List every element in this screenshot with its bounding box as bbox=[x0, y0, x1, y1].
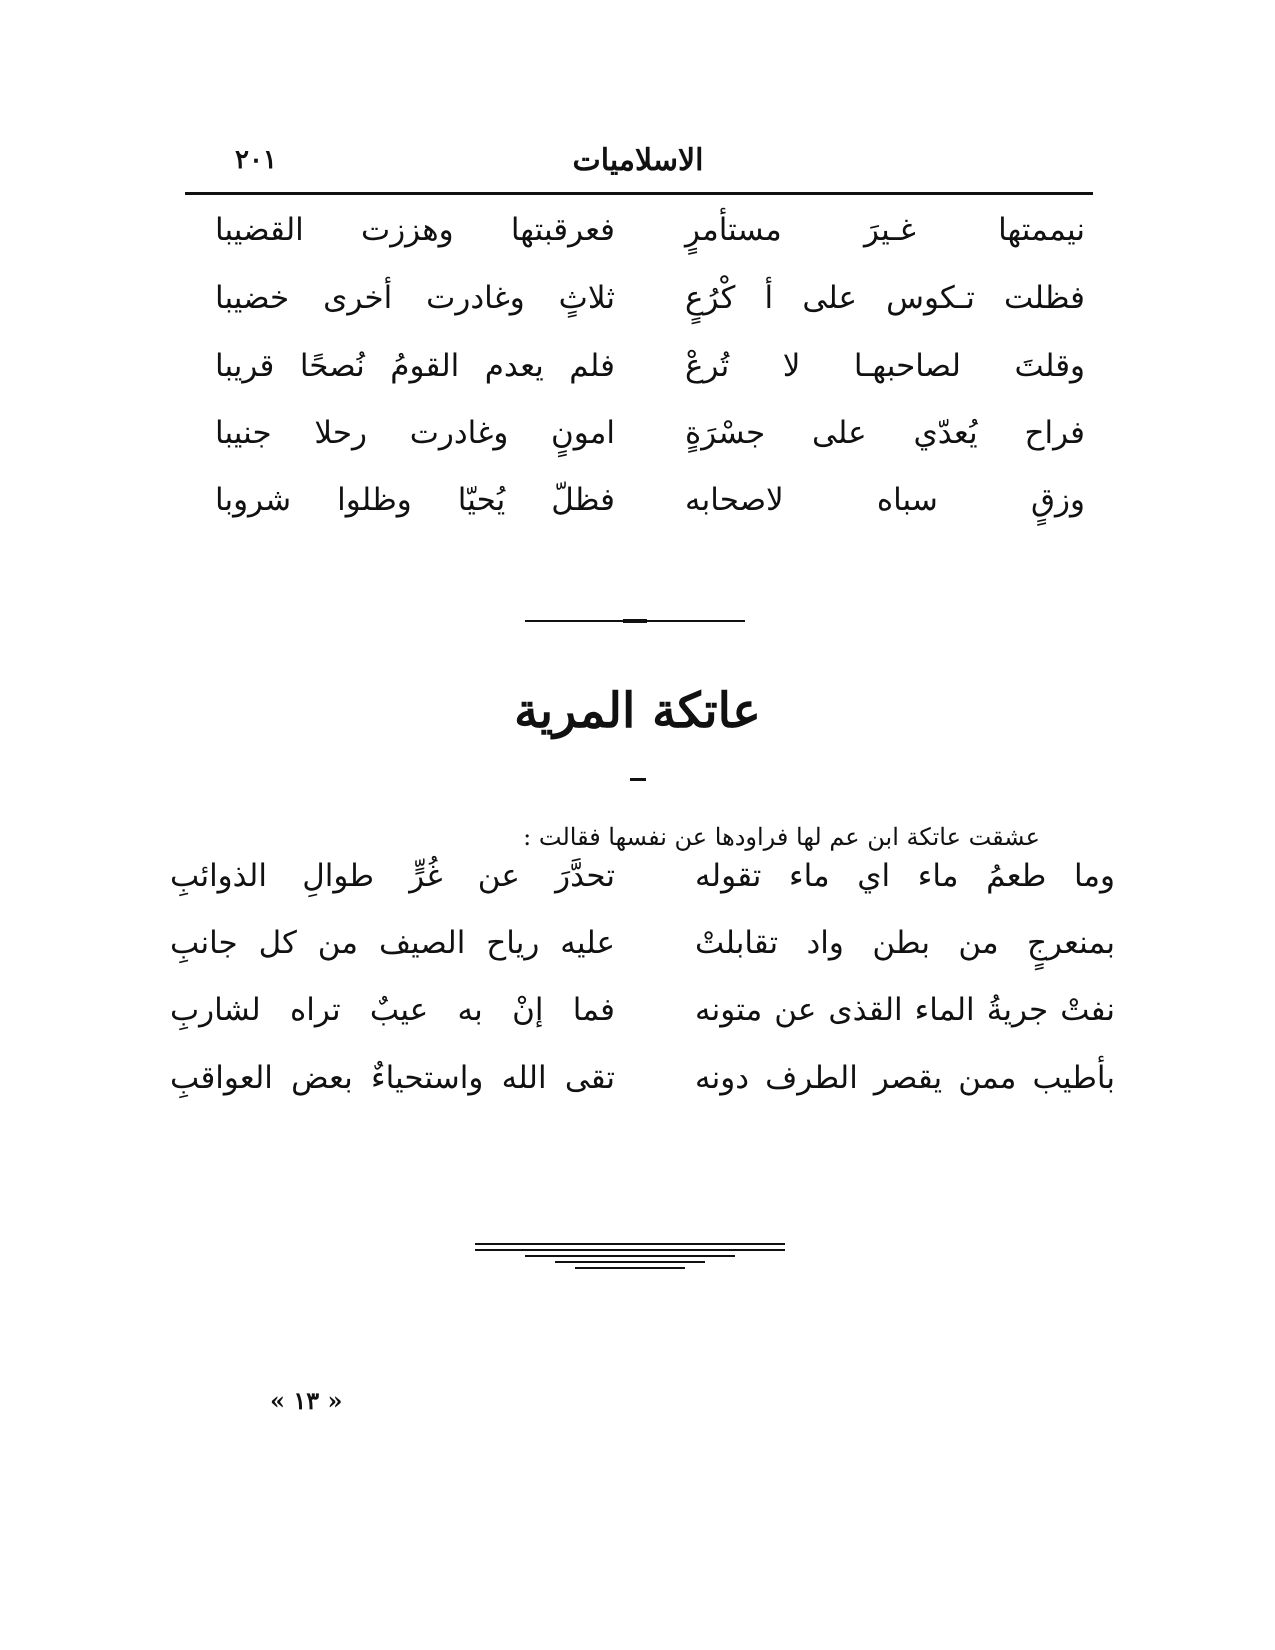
ornament-rule bbox=[575, 1267, 685, 1269]
divider-dot bbox=[623, 619, 647, 623]
ornament-rule bbox=[475, 1243, 785, 1245]
verse-first-hemistich: فراح يُعدّي على جسْرَةٍ bbox=[685, 415, 1085, 451]
verse-second-hemistich: تقى الله واستحياءٌ بعض العواقبِ bbox=[170, 1060, 615, 1096]
page-header bbox=[185, 143, 1091, 193]
verse-first-hemistich: وما طعمُ ماء اي ماء تقوله bbox=[695, 858, 1115, 894]
intro-line: عشقت عاتكة ابن عم لها فراودها عن نفسها فقالت : bbox=[523, 823, 1040, 851]
verse-second-hemistich: عليه رياح الصيف من كل جانبِ bbox=[170, 925, 615, 961]
signature-mark: « ١٣ » bbox=[270, 1386, 343, 1415]
page-number: ٢٠١ bbox=[235, 145, 277, 175]
verse-first-hemistich: وقلتَ لصاحبهـا لا تُرعْ bbox=[685, 348, 1085, 384]
title-underline bbox=[630, 778, 646, 781]
verse-first-hemistich: وزقٍ سباه لاصحابه bbox=[685, 482, 1085, 518]
running-title: الاسلاميات bbox=[572, 143, 704, 178]
verse-second-hemistich: فعرقبتها وهززت القضيبا bbox=[215, 212, 615, 248]
verse-first-hemistich: بمنعرجٍ من بطن واد تقابلتْ bbox=[695, 925, 1115, 961]
header-rule bbox=[185, 192, 1093, 195]
ornament-rule bbox=[555, 1261, 705, 1263]
section-divider bbox=[525, 620, 745, 622]
verse-second-hemistich: ثلاثٍ وغادرت أخرى خضيبا bbox=[215, 280, 615, 316]
verse-first-hemistich: نيممتها غـيرَ مستأمرٍ bbox=[685, 212, 1085, 248]
verse-second-hemistich: امونٍ وغادرت رحلا جنيبا bbox=[215, 415, 615, 451]
verse-first-hemistich: فظلت تـكوس على أ كْرُعٍ bbox=[685, 280, 1085, 316]
verse-second-hemistich: تحدَّرَ عن غُرٍّ طوالِ الذوائبِ bbox=[170, 858, 615, 894]
verse-second-hemistich: فظلّ يُحيّا وظلوا شروبا bbox=[215, 482, 615, 518]
verse-first-hemistich: نفتْ جريةُ الماء القذى عن متونه bbox=[695, 992, 1115, 1028]
end-ornament bbox=[475, 1243, 785, 1279]
ornament-rule bbox=[525, 1255, 735, 1257]
poet-title: عاتكة المرية bbox=[514, 683, 761, 739]
verse-second-hemistich: فما إنْ به عيبٌ تراه لشاربِ bbox=[170, 992, 615, 1028]
verse-second-hemistich: فلم يعدم القومُ نُصحًا قريبا bbox=[215, 348, 615, 384]
verse-first-hemistich: بأطيب ممن يقصر الطرف دونه bbox=[695, 1060, 1115, 1096]
ornament-rule bbox=[475, 1249, 785, 1251]
